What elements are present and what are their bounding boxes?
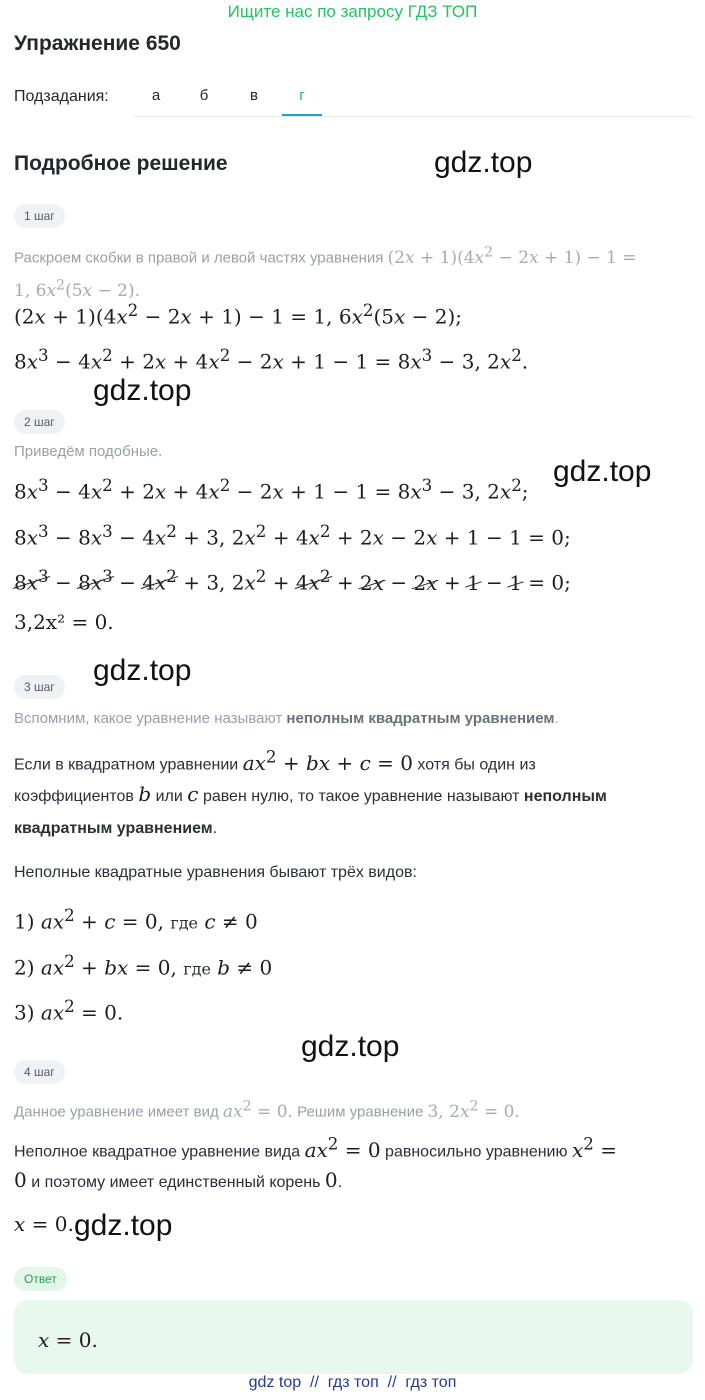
- watermark: gdz.top: [93, 654, 192, 687]
- subtask-tabs: [134, 78, 692, 117]
- step-1-equation-1: $(2x + 1)(4x^2 - 2x + 1) - 1 = 1$, $6x^2(5x - 2)$;: [14, 301, 463, 329]
- step-4-badge: 4 шаг: [14, 1060, 65, 1084]
- subtasks-label: Подзадания:: [14, 88, 109, 105]
- step-3-paragraph-3: квадратным уравнением.: [14, 820, 218, 837]
- step-3-hint: Вспомним, какое уравнение называют неполным квадратным уравнением.: [14, 710, 559, 727]
- step-2-equation-3-crossed: $8x^3 - 8x^3 - 4x^2 + 3$, $2x^2 + 4x^2 + 2x - 2x + 1 - 1 = 0$;: [14, 563, 571, 597]
- answer-value: x = 0.: [38, 1328, 98, 1352]
- step-3-case-2: 2) $ax^2$ + bx = 0, где b ≠ 0: [14, 952, 273, 980]
- step-1-equation-2: $8x^3 - 4x^2 + 2x + 4x^2 - 2x + 1 - 1 = 8x^3 - 3$, $2x^2$.: [14, 346, 529, 374]
- answer-badge: Ответ: [14, 1267, 67, 1291]
- step-4-hint: Данное уравнение имеет вид $ax^2 = 0$. Решим уравнение 3, $2x^2 = 0$.: [14, 1098, 520, 1122]
- tab-b[interactable]: б: [199, 87, 209, 104]
- step-1-hint: Раскроем скобки в правой и левой частях уравнения $(2x + 1)(4x^2 - 2x + 1) - 1$ = 1, $6x^2(5x - 2)$.: [14, 244, 637, 302]
- step-3-paragraph-4: Неполные квадратные уравнения бывают трёх видов:: [14, 864, 417, 881]
- step-2-badge: 2 шаг: [14, 410, 65, 434]
- step-4-paragraph-2: 0 и поэтому имеет единственный корень 0.: [14, 1168, 343, 1192]
- step-1-badge: 1 шаг: [14, 204, 65, 228]
- step-3-badge: 3 шаг: [14, 675, 65, 699]
- step-3-case-1: 1) $ax^2 + c = 0$, где c ≠ 0: [14, 906, 258, 934]
- step-2-equation-4: 3,2x² = 0.: [14, 610, 114, 634]
- step-2-equation-1: $8x^3 - 4x^2 + 2x + 4x^2 - 2x + 1 - 1 = 8x^3 - 3$, $2x^2$;: [14, 476, 529, 504]
- step-3-paragraph-2: коэффициентов b или c равен нулю, то такое уравнение называют неполным: [14, 782, 607, 806]
- watermark: gdz.top: [301, 1030, 400, 1063]
- step-2-hint: Приведём подобные.: [14, 443, 163, 460]
- page-title: Упражнение 650: [14, 32, 181, 55]
- step-4-paragraph-1: Неполное квадратное уравнение вида $ax^2 = 0$ равносильно уравнению $x^2$ =: [14, 1134, 617, 1162]
- tab-g[interactable]: г: [282, 78, 322, 116]
- watermark: gdz.top: [74, 1209, 173, 1242]
- section-title: Подробное решение: [14, 152, 228, 175]
- watermark: gdz.top: [553, 455, 652, 488]
- footer-links[interactable]: gdz top // гдз топ // гдз топ: [248, 1374, 457, 1391]
- tab-v[interactable]: в: [250, 87, 258, 104]
- answer-box: [14, 1300, 693, 1374]
- watermark: gdz.top: [93, 374, 192, 407]
- tab-a[interactable]: а: [151, 87, 161, 104]
- watermark: gdz.top: [434, 146, 533, 179]
- step-2-equation-2: $8x^3 - 8x^3 - 4x^2 + 3$, $2x^2 + 4x^2 + 2x - 2x + 1 - 1 = 0$;: [14, 522, 571, 550]
- step-3-case-3: 3) $ax^2 = 0$.: [14, 997, 124, 1025]
- top-banner: Ищите нас по запросу ГДЗ ТОП: [227, 2, 478, 21]
- step-3-paragraph-1: Если в квадратном уравнении $ax^2$ + bx + c = 0 хотя бы один из: [14, 747, 536, 775]
- step-4-result: x = 0.: [14, 1212, 74, 1236]
